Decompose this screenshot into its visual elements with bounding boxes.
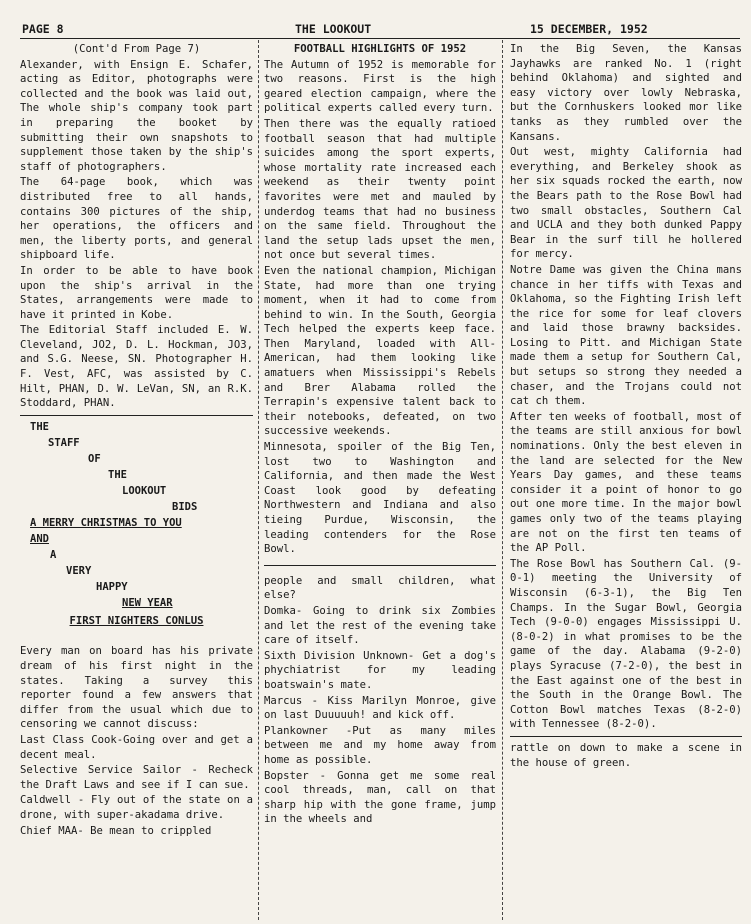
article-paragraph: Plankowner -Put as many miles between me and my home away from home as possible.: [264, 724, 496, 766]
greeting-line: A: [50, 548, 57, 561]
greeting-line: THE: [30, 420, 49, 433]
greeting-line: HAPPY: [96, 580, 128, 593]
greeting-line: LOOKOUT: [122, 484, 167, 497]
article-paragraph: Caldwell - Fly out of the state on a drone, with super-akadama drive.: [20, 794, 253, 821]
greeting-line: STAFF: [48, 436, 80, 449]
article-paragraph: Every man on board has his private dream of his first night in the states. Taking a survey this reporter found a few answers that differ from the usual which due to censoring we cannot discuss:: [20, 645, 253, 731]
article-paragraph: Then there was the equally ratioed football season that had multiple suicides among the sport experts, whose mortality rate increased each weekend as their twenty point favorites were met and mauled by underdog teams that had no business on the same field. Throughout the land the setup lads upset the men, not once but several times.: [264, 117, 496, 262]
article-paragraph: The Rose Bowl has Southern Cal. (9-0-1) meeting the University of Wisconsin (6-3-1), the Big Ten Champs. In the Sugar Bowl, Georgia Tech (9-0-0) engages Mississippi U. (8-0-2) in what promises to be the game of the day. Alabama (9-2-0) plays Syracuse (7-2-0), the best in the East against one of the best in the South in the Orange Bowl. The Cotton Bowl matches Texas (8-2-0) with Tennessee (8-2-0).: [510, 557, 742, 731]
article-paragraph: Alexander, with Ensign E. Schafer, acting as Editor, photographs were collected and the book was laid out, The whole ship's company took part in preparing the booket by submitting their own snapshots to supplement those taken by the ship's staff of photographers.: [20, 58, 253, 173]
article-paragraph: Sixth Division Unknown- Get a dog's phychiatrist for my leading boatswain's mate.: [264, 649, 496, 691]
section-divider: [510, 736, 742, 737]
greeting-line: THE: [108, 468, 127, 481]
greeting-line: A MERRY CHRISTMAS TO YOU: [30, 516, 182, 529]
article-paragraph: Last Class Cook-Going over and get a decent meal.: [20, 734, 253, 761]
article-paragraph: Bopster - Gonna get me some real cool threads, man, call on that sharp hip with the gone frame, jump in the wheels and: [264, 769, 496, 826]
column-middle: [264, 42, 496, 920]
issue-date: 15 DECEMBER, 1952: [530, 22, 648, 36]
article-paragraph: In order to be able to have book upon the ship's arrival in the States, arrangements were made to have it printed in Kobe.: [20, 264, 253, 321]
article-paragraph: Chief MAA- Be mean to crippled: [20, 824, 212, 837]
article-paragraph: Marcus - Kiss Marilyn Monroe, give on last Duuuuuh! and kick off.: [264, 694, 496, 722]
article-paragraph: The Autumn of 1952 is memorable for two reasons. First is the high geared election campaign, where the political experts called every turn.: [264, 58, 496, 115]
column-right: [510, 42, 742, 920]
article-paragraph: Even the national champion, Michigan State, had more than one trying moment, when it had to come from behind to win. In the South, Georgia Tech helped the experts keep face. Then Maryland, loaded with All-American, had them looking like amatuers when Mississippi's Rebels and Brer Alabama rolled the Terrapin's expensive talent back to their notebooks, defeated, on two successive weekends.: [264, 264, 496, 438]
article-paragraph: In the Big Seven, the Kansas Jayhawks are ranked No. 1 (right behind Oklahoma) and sighted and easy victory over lowly Nebraska, but the Cornhuskers looked mor like tanks as they rumbled over the Kansans.: [510, 43, 742, 143]
greeting-line: AND: [30, 532, 49, 545]
greeting-line: NEW YEAR: [122, 596, 173, 609]
article-paragraph: Minnesota, spoiler of the Big Ten, lost two to Washington and California, and then made the West Coast look good by defeating Northwestern and Indiana and also tieing Purdue, Wisconsin, the leading contenders for the Rose Bowl.: [264, 441, 496, 556]
football-article-title: FOOTBALL HIGHLIGHTS OF 1952: [293, 43, 467, 55]
greeting-line: OF: [88, 452, 101, 465]
article-paragraph: The 64-page book, which was distributed free to all hands, contains 300 pictures of the ship, her operations, the officers and men, the liberty ports, and general shipboard life.: [20, 176, 253, 262]
greeting-line: BIDS: [172, 500, 198, 513]
page-number: PAGE 8: [22, 22, 64, 36]
article-paragraph: Selective Service Sailor - Recheck the Draft Laws and see if I can sue.: [20, 764, 253, 791]
article-paragraph: rattle on down to make a scene in the house of green.: [510, 741, 742, 769]
header-divider: [20, 38, 740, 39]
section-divider: [264, 565, 496, 566]
article-paragraph: After ten weeks of football, most of the teams are still anxious for bowl nominations. Only the best eleven in the land are selected for the New Years Day games, and these teams consider it a point of honor to go out one more time. In the major bowl games only two of the teams playing are not on the first ten teams of the AP Poll.: [510, 410, 742, 555]
column-divider-right: [502, 40, 503, 920]
article-paragraph: Notre Dame was given the China mans chance in her tiffs with Texas and Oklahoma, so the Fighting Irish left the rice for some for leaf clovers and laid those brawny backsides. Losing to Pitt. and Michigan State made them a setup for Southern Cal, but setups so strong they needed a chaser, and the Trojans could not cat ch them.: [510, 263, 742, 408]
section-divider: [20, 415, 253, 416]
masthead-title: THE LOOKOUT: [295, 22, 372, 36]
article-paragraph: Out west, mighty California had everything, and Berkeley shook as her six squads rocked the earth, now the Bears path to the Rose Bowl had two small obstacles, Southern Cal and UCLA and they both dunked Pappy Bear in the surf till he hollered for mercy.: [510, 146, 742, 261]
article-paragraph: The Editorial Staff included E. W. Cleveland, JO2, D. L. Hockman, JO3, and S.G. Neese, SN. Photographer H. F. Vest, AFC, was assisted by C. Hilt, PHAN, D. W. LeVan, SN, an R.K. Stoddard, PHAN.: [20, 324, 253, 410]
column-divider-left: [258, 40, 259, 920]
article-paragraph: people and small children, what else?: [264, 574, 496, 602]
christmas-greeting: [20, 420, 253, 612]
column-left: [20, 42, 253, 920]
article-paragraph: Domka- Going to drink six Zombies and let the rest of the evening take care of itself.: [264, 604, 496, 647]
greeting-line: VERY: [66, 564, 92, 577]
first-nighters-title: FIRST NIGHTERS CONLUS: [69, 614, 204, 627]
continued-note: (Cont'd From Page 7): [72, 43, 201, 55]
